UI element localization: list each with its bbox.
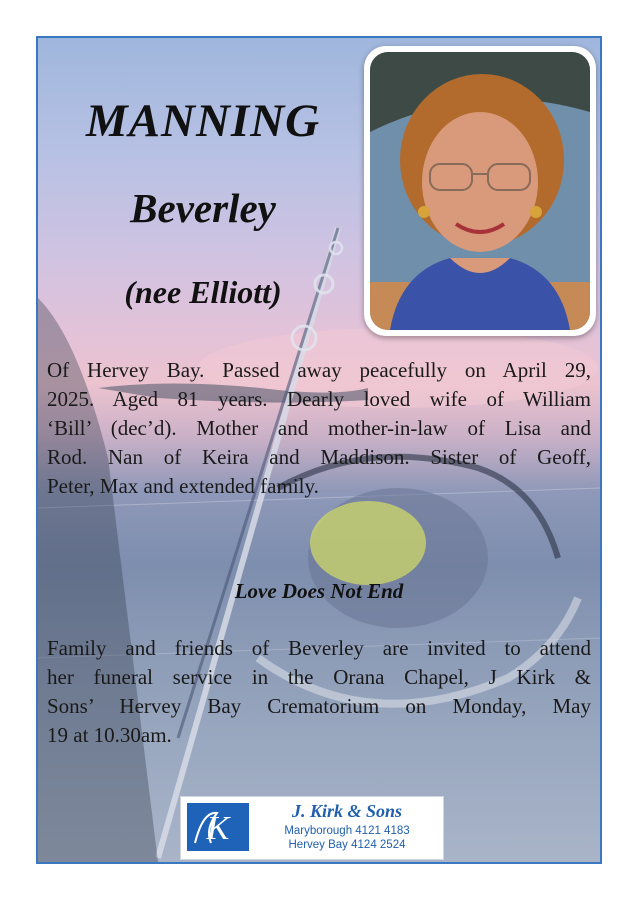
maiden-name-heading: (nee Elliott) — [124, 274, 282, 310]
details-paragraph — [47, 356, 591, 501]
funeral-director-name: J. Kirk & Sons — [291, 801, 403, 821]
kirk-monogram-icon — [187, 803, 249, 851]
funeral-director-phone-hervey-bay: Hervey Bay 4124 2524 — [288, 839, 406, 851]
portrait-photo-icon — [370, 52, 590, 330]
notice-frame — [36, 36, 602, 864]
logo-letter: K — [206, 810, 230, 847]
funeral-line: Family and friends of Beverley are invited to attend — [47, 636, 591, 660]
funeral-paragraph — [47, 634, 591, 750]
funeral-director-phone-maryborough: Maryborough 4121 4183 — [284, 825, 410, 837]
funeral-line: her funeral service in the Orana Chapel, J Kirk & — [47, 665, 591, 689]
details-line: Peter, Max and extended family. — [47, 474, 319, 498]
details-line: Of Hervey Bay. Passed away peacefully on April 29, — [47, 358, 591, 382]
portrait-photo — [364, 46, 596, 336]
funeral-line: Sons’ Hervey Bay Crematorium on Monday, May — [47, 694, 591, 718]
motto-heading: Love Does Not End — [234, 579, 404, 603]
funeral-line: 19 at 10.30am. — [47, 723, 172, 747]
details-line: Rod. Nan of Keira and Maddison. Sister of Geoff, — [47, 445, 591, 469]
funeral-director-logo — [180, 796, 444, 860]
details-line: ‘Bill’ (dec’d). Mother and mother-in-law of Lisa and — [47, 416, 591, 440]
given-name-heading: Beverley — [130, 185, 276, 231]
surname-heading: MANNING — [85, 95, 321, 147]
details-line: 2025. Aged 81 years. Dearly loved wife of William — [47, 387, 591, 411]
